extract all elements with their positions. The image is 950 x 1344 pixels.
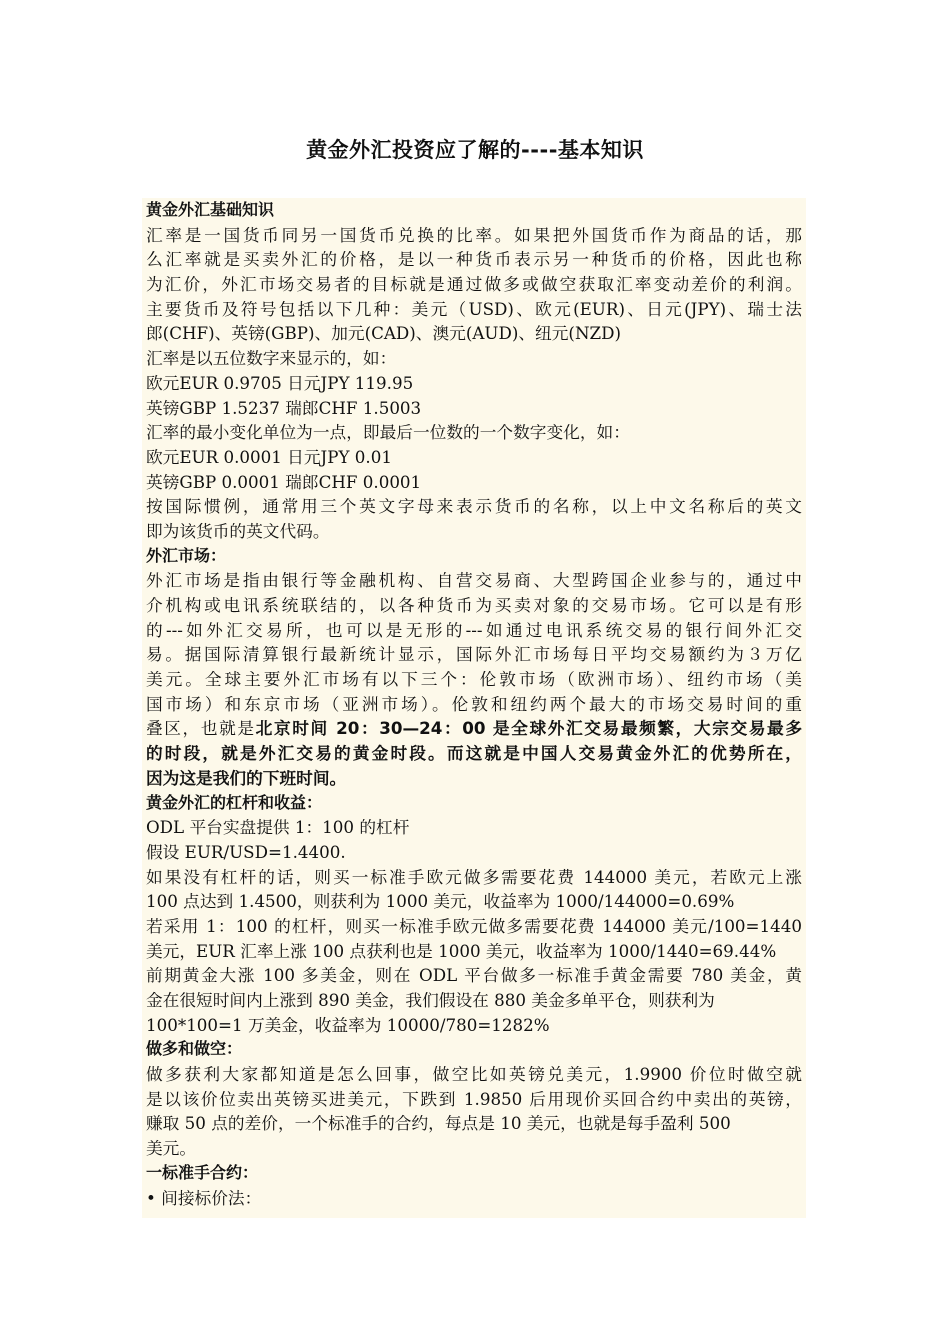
text-line: 是以该价位卖出英镑买进美元，下跌到 1.9850 后用现价买回合约中卖出的英镑， bbox=[146, 1088, 802, 1109]
text-line: 赚取 50 点的差价，一个标准手的合约，每点是 10 美元，也就是每手盈利 500 bbox=[146, 1113, 731, 1134]
text-line: 即为该货币的英文代码。 bbox=[146, 520, 330, 541]
text-line: 100 点达到 1.4500，则获利为 1000 美元，收益率为 1000/144000=0.69% bbox=[146, 891, 735, 912]
text-line: 为汇价，外汇市场交易者的目标就是通过做多或做空获取汇率变动差价的利润。 bbox=[146, 274, 802, 295]
text-line: 100*100=1 万美金，收益率为 10000/780=1282% bbox=[146, 1014, 550, 1035]
section-heading: 黄金外汇的杠杆和收益： bbox=[146, 792, 323, 812]
text-line: 按国际惯例，通常用三个英文字母来表示货币的名称，以上中文名称后的英文 bbox=[146, 496, 802, 517]
text-line: 国市场）和东京市场（亚洲市场）。伦敦和纽约两个最大的市场交易时间的重 bbox=[146, 693, 802, 714]
text-line: 欧元EUR 0.9705 日元JPY 119.95 bbox=[146, 372, 414, 393]
section-heading: 做多和做空： bbox=[146, 1039, 243, 1059]
bullet-icon: • bbox=[146, 1187, 162, 1208]
text-line: 欧元EUR 0.0001 日元JPY 0.01 bbox=[146, 446, 392, 467]
text-run: 叠区，也就是 bbox=[146, 718, 256, 739]
text-line: 美元。 bbox=[146, 1138, 197, 1159]
section-heading: 外汇市场： bbox=[146, 545, 227, 565]
text-line: 前期黄金大涨 100 多美金，则在 ODL 平台做多一标准手黄金需要 780 美金，黄 bbox=[146, 965, 802, 986]
text-line: 假设 EUR/USD=1.4400. bbox=[146, 841, 346, 862]
text-line: 美元。全球主要外汇市场有以下三个：伦敦市场（欧洲市场）、纽约市场（美 bbox=[146, 669, 802, 690]
bold-text-line: 因为这是我们的下班时间。 bbox=[146, 767, 347, 788]
text-line: 若采用 1：100 的杠杆，则买一标准手欧元做多需要花费 144000 美元/100=1440 bbox=[146, 915, 802, 936]
text-run: 间接标价法： bbox=[161, 1187, 262, 1208]
text-line: 主要货币及符号包括以下几种：美元（USD)、欧元(EUR)、日元(JPY)、瑞士法 bbox=[146, 298, 802, 319]
bold-text-run: 北京时间 20：30—24：00 是全球外汇交易最频繁，大宗交易最多 bbox=[255, 718, 802, 739]
text-line: 外汇市场是指由银行等金融机构、自营交易商、大型跨国企业参与的，通过中 bbox=[146, 570, 802, 591]
document-body bbox=[142, 198, 806, 1218]
text-line: 介机构或电讯系统联结的，以各种货币为买卖对象的交易市场。它可以是有形 bbox=[146, 595, 802, 615]
section-heading: 黄金外汇基础知识 bbox=[146, 200, 275, 219]
text-line: 英镑GBP 1.5237 瑞郎CHF 1.5003 bbox=[146, 397, 422, 418]
text-line: 汇率的最小变化单位为一点，即最后一位数的一个数字变化，如： bbox=[146, 422, 630, 443]
section-heading: 一标准手合约： bbox=[146, 1162, 259, 1182]
text-line bbox=[146, 716, 802, 741]
text-line: 么汇率就是买卖外汇的价格，是以一种货币表示另一种货币的价格，因此也称 bbox=[146, 249, 802, 270]
text-line: 汇率是一国货币同另一国货币兑换的比率。如果把外国货币作为商品的话，那 bbox=[146, 224, 802, 245]
text-line: 如果没有杠杆的话，则买一标准手欧元做多需要花费 144000 美元，若欧元上涨 bbox=[146, 866, 802, 887]
text-line: 美元，EUR 汇率上涨 100 点获利也是 1000 美元，收益率为 1000/1440=69.44% bbox=[146, 940, 777, 961]
text-line: 做多获利大家都知道是怎么回事，做空比如英镑兑美元，1.9900 价位时做空就 bbox=[146, 1064, 802, 1085]
text-line: 汇率是以五位数字来显示的，如： bbox=[146, 348, 397, 369]
text-line: 的---如外汇交易所，也可以是无形的---如通过电讯系统交易的银行间外汇交 bbox=[146, 619, 802, 640]
text-line: ODL 平台实盘提供 1：100 的杠杆 bbox=[146, 817, 410, 838]
bold-text-line: 的时段，就是外汇交易的黄金时段。而这就是中国人交易黄金外汇的优势所在， bbox=[146, 743, 802, 764]
page-title: 黄金外汇投资应了解的----基本知识 bbox=[306, 138, 644, 162]
bullet-item bbox=[146, 1186, 802, 1211]
text-line: 郎(CHF)、英镑(GBP)、加元(CAD)、澳元(AUD)、纽元(NZD) bbox=[146, 323, 622, 344]
text-line: 易。据国际清算银行最新统计显示，国际外汇市场每日平均交易额约为３万亿 bbox=[146, 644, 802, 665]
text-line: 金在很短时间内上涨到 890 美金，我们假设在 880 美金多单平仓，则获利为 bbox=[146, 990, 715, 1010]
text-line: 英镑GBP 0.0001 瑞郎CHF 0.0001 bbox=[146, 471, 422, 492]
